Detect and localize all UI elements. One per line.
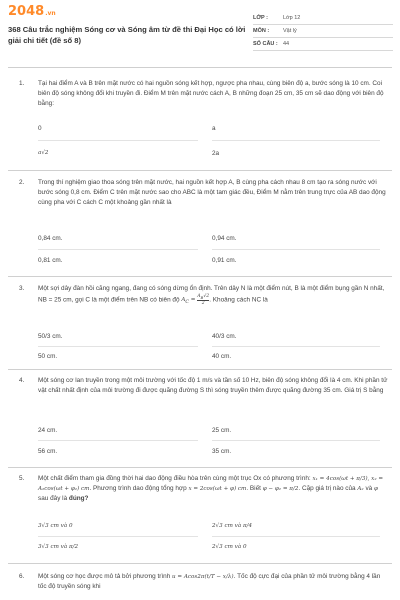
option-a[interactable]: 24 cm. — [38, 427, 58, 434]
question-divider — [8, 467, 392, 468]
meta-key: SỐ CÂU : — [253, 41, 278, 47]
equation-phase: φ − φ₂ = π/2 — [262, 486, 299, 492]
header-divider — [8, 67, 392, 68]
symbol-a2: A₂ — [357, 486, 364, 492]
option-b[interactable]: a — [212, 125, 216, 132]
option-separator — [38, 440, 198, 441]
meta-row-subject — [253, 25, 393, 38]
option-d[interactable]: 2√3 cm và 0 — [212, 544, 247, 550]
option-a[interactable]: 0 — [38, 125, 42, 132]
question-text-part: Một sợi dây đàn hồi căng ngang, đang có sóng dừng ổn định. Trên dây N là một điểm nút, B là một điểm bụng gần N nhất, NB = 25 cm, gọi C là một điểm trên NB có biên độ — [38, 285, 385, 304]
formula-fraction — [197, 294, 209, 306]
numerator-root: √2 — [203, 294, 210, 299]
option-separator — [212, 140, 380, 141]
meta-value: 44 — [283, 41, 290, 47]
option-separator — [212, 536, 380, 537]
option-a[interactable]: 3√3 cm và 0 — [38, 523, 73, 529]
symbol-phi: φ — [374, 486, 378, 492]
question-text-part: . Cặp giá trị nào của — [298, 485, 356, 492]
equation-components: x₁ = 4cos(ωt + π/3), x₂ = A₂cos(ωt + φ₂) cm — [38, 476, 384, 492]
option-d[interactable]: 0,91 cm. — [212, 257, 237, 264]
option-b[interactable]: 2√3 cm và π/4 — [212, 523, 253, 529]
equation-wave: u = Acos2π(t/T − x/λ) — [172, 574, 234, 580]
option-d[interactable]: 40 cm. — [212, 353, 232, 360]
question-emphasis: đúng? — [68, 495, 89, 502]
fraction-denominator: 2 — [201, 300, 205, 306]
option-d[interactable]: 2a — [212, 150, 220, 157]
question-text: Trong thí nghiệm giao thoa sóng trên mặt nước, hai nguồn kết hợp A, B cùng pha cách nhau 8 cm tạo ra sóng nước với bước sóng 0,8 cm. Điểm C trên mặt nước sao cho ABC là một tam giác đều, Điểm M nằm trên trung trực của AB dao động cùng pha với C cách C một khoảng gần nhất là — [38, 179, 386, 206]
question-text-part: . Phương trình dao động tổng hợp — [89, 485, 187, 492]
option-b[interactable]: 40/3 cm. — [212, 333, 237, 340]
option-c[interactable]: a√2 — [38, 150, 49, 156]
numerator-subscript: B — [200, 294, 204, 300]
question-text — [38, 572, 388, 592]
option-c[interactable]: 3√3 cm và π/2 — [38, 544, 79, 550]
question-number: 6. — [19, 573, 25, 580]
option-c[interactable]: 0,81 cm. — [38, 257, 63, 264]
question-text: Tại hai điểm A và B trên mặt nước có hai nguồn sóng kết hợp, ngược pha nhau, cùng biên độ a, bước sóng là 10 cm. Coi biên độ sóng không đổi khi truyền đi. Điểm M trên mặt nước cách A, B những đoạn 25 cm, 35 cm sẽ dao động với biên độ bằng: — [38, 80, 384, 107]
logo-text: 2048 — [8, 4, 45, 19]
formula-amplitude — [181, 294, 210, 306]
question-number: 1. — [19, 80, 25, 87]
document-header — [0, 0, 400, 62]
meta-value: Lớp 12 — [283, 15, 301, 21]
meta-row-class — [253, 12, 393, 25]
option-d[interactable]: 35 cm. — [212, 448, 232, 455]
option-separator — [38, 346, 198, 347]
question-divider — [8, 563, 392, 564]
option-separator — [38, 536, 198, 537]
question-text-part: . Tốc độ cực đại của phần tử môi trường bằng 4 lần tốc độ truyền sóng khi — [38, 573, 381, 590]
question-text-part: và — [365, 485, 373, 492]
question-number: 5. — [19, 475, 25, 482]
option-separator — [212, 249, 380, 250]
option-separator — [212, 440, 380, 441]
question-number: 4. — [19, 377, 25, 384]
question-divider — [8, 276, 392, 277]
question-text-part: Một chất điểm tham gia đồng thời hai dao động điều hòa trên cùng một trục Ox có phương trình: — [38, 475, 311, 482]
meta-key: MÔN : — [253, 28, 270, 34]
option-a[interactable]: 50/3 cm. — [38, 333, 63, 340]
fraction-numerator — [197, 294, 209, 301]
document-title: 368 Câu trắc nghiệm Sóng cơ và Sóng âm từ đề thi Đại Học có lời giải chi tiết (đề số 8) — [8, 25, 246, 45]
question-text: Một sóng cơ lan truyền trong một môi trường với tốc độ 1 m/s và tần số 10 Hz, biên độ sóng không đổi là 4 cm. Khi phần tử vật chất nhất định của môi trường đi được quãng đường S thì sóng truyền thêm được quãng đường 35 cm. Giá trị S bằng — [38, 377, 388, 394]
meta-key: LỚP : — [253, 15, 268, 21]
option-separator — [38, 249, 198, 250]
option-a[interactable]: 0,84 cm. — [38, 235, 63, 242]
logo-domain: .vn — [45, 10, 56, 17]
numerator-symbol: A — [197, 294, 201, 299]
option-separator — [38, 140, 198, 141]
equation-resultant: x = 2cos(ωt + φ) cm — [188, 486, 247, 492]
option-b[interactable]: 0,94 cm. — [212, 235, 237, 242]
formula-subscript: C — [185, 300, 189, 306]
question-text-part: . Khoảng cách NC là — [209, 296, 268, 304]
formula-equals: = — [188, 297, 198, 304]
option-b[interactable]: 25 cm. — [212, 427, 232, 434]
meta-table — [253, 12, 393, 51]
question-text-part: . Biết — [246, 485, 261, 492]
question-text — [38, 474, 388, 504]
formula-symbol: A — [181, 297, 186, 304]
meta-row-count — [253, 38, 393, 51]
question-divider — [8, 369, 392, 370]
question-text-part: Một sóng cơ học được mô tả bởi phương trình — [38, 573, 171, 580]
site-logo[interactable] — [8, 4, 56, 19]
question-number: 2. — [19, 179, 25, 186]
question-divider — [8, 170, 392, 171]
question-text-part: sau đây là — [38, 495, 68, 502]
option-separator — [212, 346, 380, 347]
option-c[interactable]: 50 cm. — [38, 353, 58, 360]
meta-value: Vật lý — [283, 28, 297, 34]
option-c[interactable]: 56 cm. — [38, 448, 58, 455]
question-text — [38, 284, 388, 309]
question-number: 3. — [19, 285, 25, 292]
